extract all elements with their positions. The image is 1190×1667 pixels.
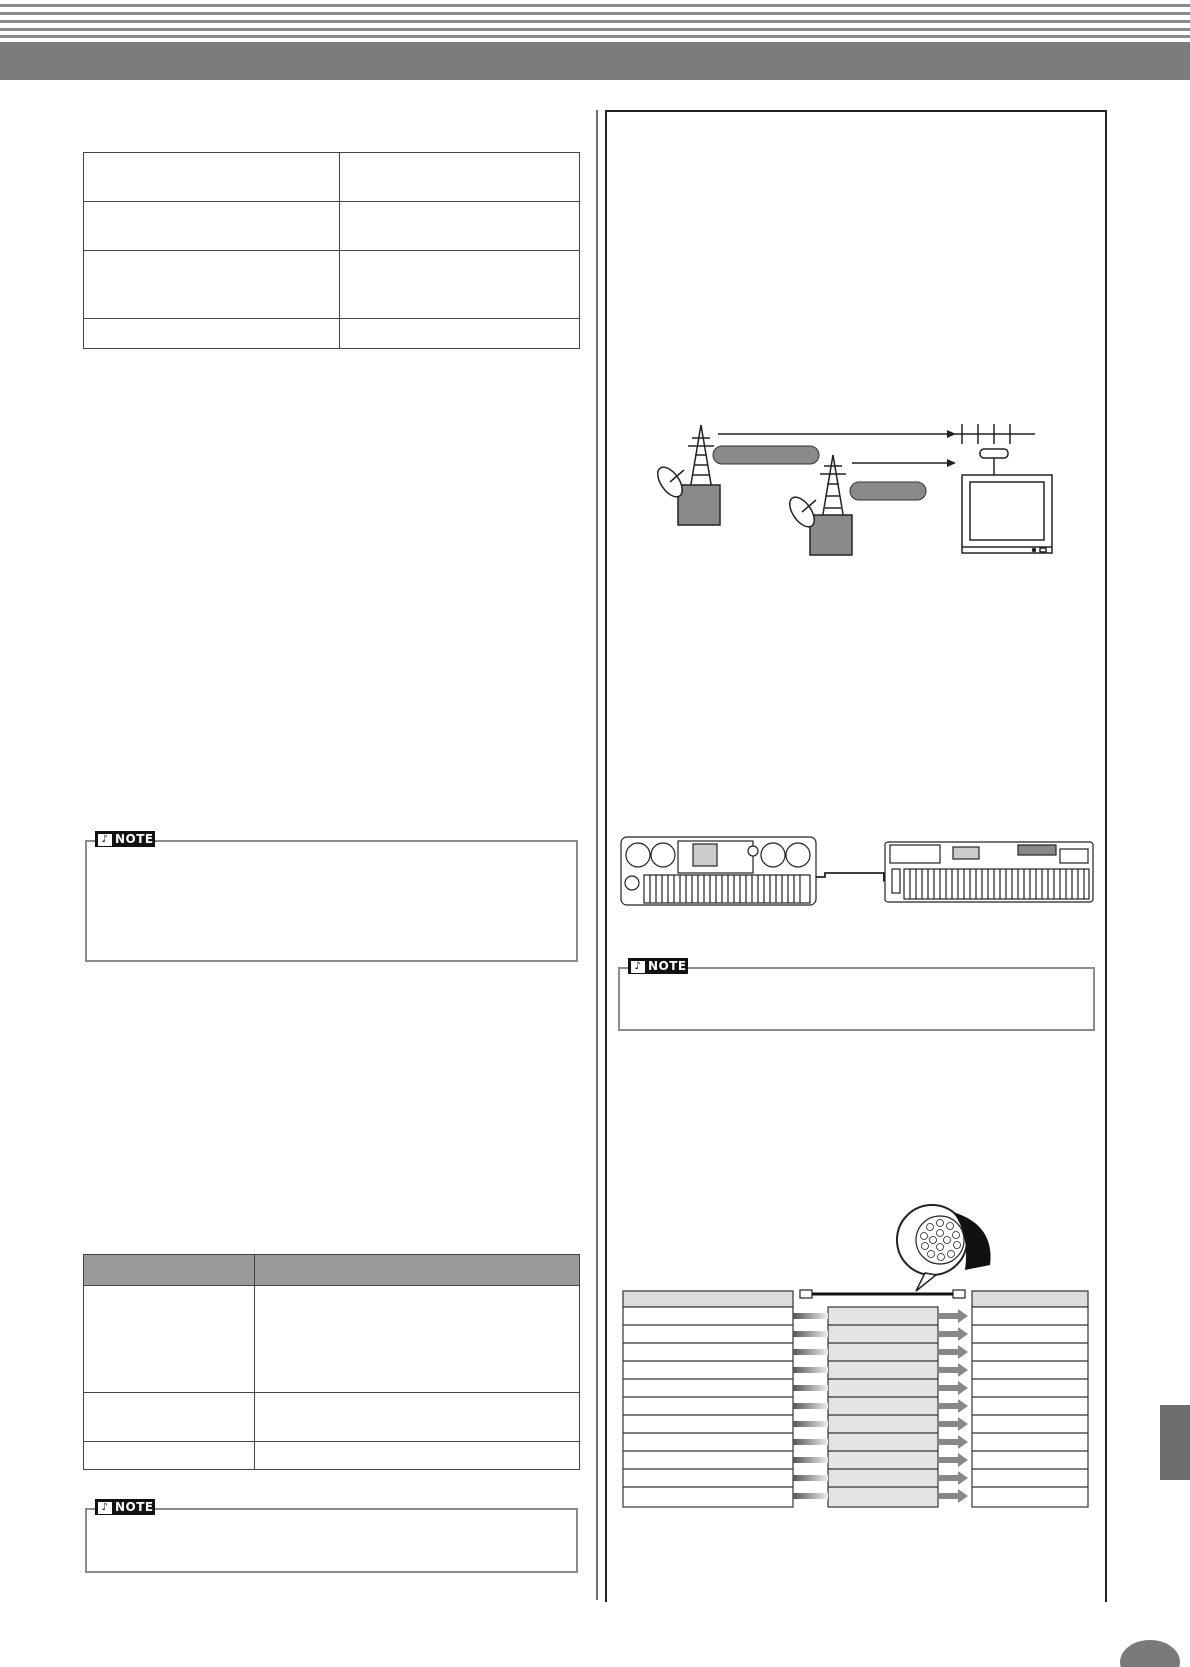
chapter-tab	[1160, 1405, 1190, 1480]
note-icon: ♪ NOTE	[628, 958, 688, 974]
keyboard-instrument-icon	[621, 837, 816, 905]
table-row	[84, 153, 580, 202]
arrow-icon	[718, 430, 956, 438]
broadcast-diagram	[650, 420, 1070, 570]
note-box	[85, 832, 578, 962]
spec-table-bottom	[83, 1254, 580, 1470]
column-divider	[596, 110, 598, 1600]
table-row	[84, 202, 580, 251]
page-number	[1120, 1640, 1180, 1667]
midi-cable	[800, 1290, 965, 1298]
channel-label-pill	[850, 482, 926, 500]
antenna-icon	[950, 424, 1035, 476]
table-row	[84, 1442, 580, 1470]
table-row	[84, 251, 580, 319]
receive-channel-list	[972, 1291, 1088, 1507]
arrow-icon	[938, 1309, 968, 1503]
midi-channel-diagram	[620, 1195, 1095, 1513]
spec-table-top	[83, 152, 580, 349]
broadcast-tower-icon	[688, 425, 714, 490]
note-icon: ♪ NOTE	[95, 831, 155, 847]
arrow-icon	[852, 459, 956, 467]
arrow-icon	[816, 872, 892, 882]
broadcast-tower-icon	[820, 455, 846, 520]
studio-building	[678, 485, 720, 525]
table-header-row	[84, 1255, 580, 1286]
table-row	[84, 1393, 580, 1442]
table-row	[84, 319, 580, 349]
table-row	[84, 1286, 580, 1393]
channel-label-pill	[713, 446, 819, 464]
studio-building	[810, 515, 852, 555]
keyboard-connection-diagram	[620, 835, 1095, 910]
keyboard-instrument-icon	[885, 842, 1093, 902]
midi-channel-column	[828, 1307, 938, 1507]
channel-connector-bars	[793, 1313, 828, 1499]
transmit-channel-list	[623, 1291, 793, 1507]
note-box	[85, 1500, 578, 1573]
note-box	[618, 959, 1095, 1031]
midi-connector-icon	[897, 1205, 991, 1291]
page-header-banner	[0, 0, 1190, 80]
television-icon	[962, 475, 1052, 553]
note-icon: ♪ NOTE	[95, 1499, 155, 1515]
